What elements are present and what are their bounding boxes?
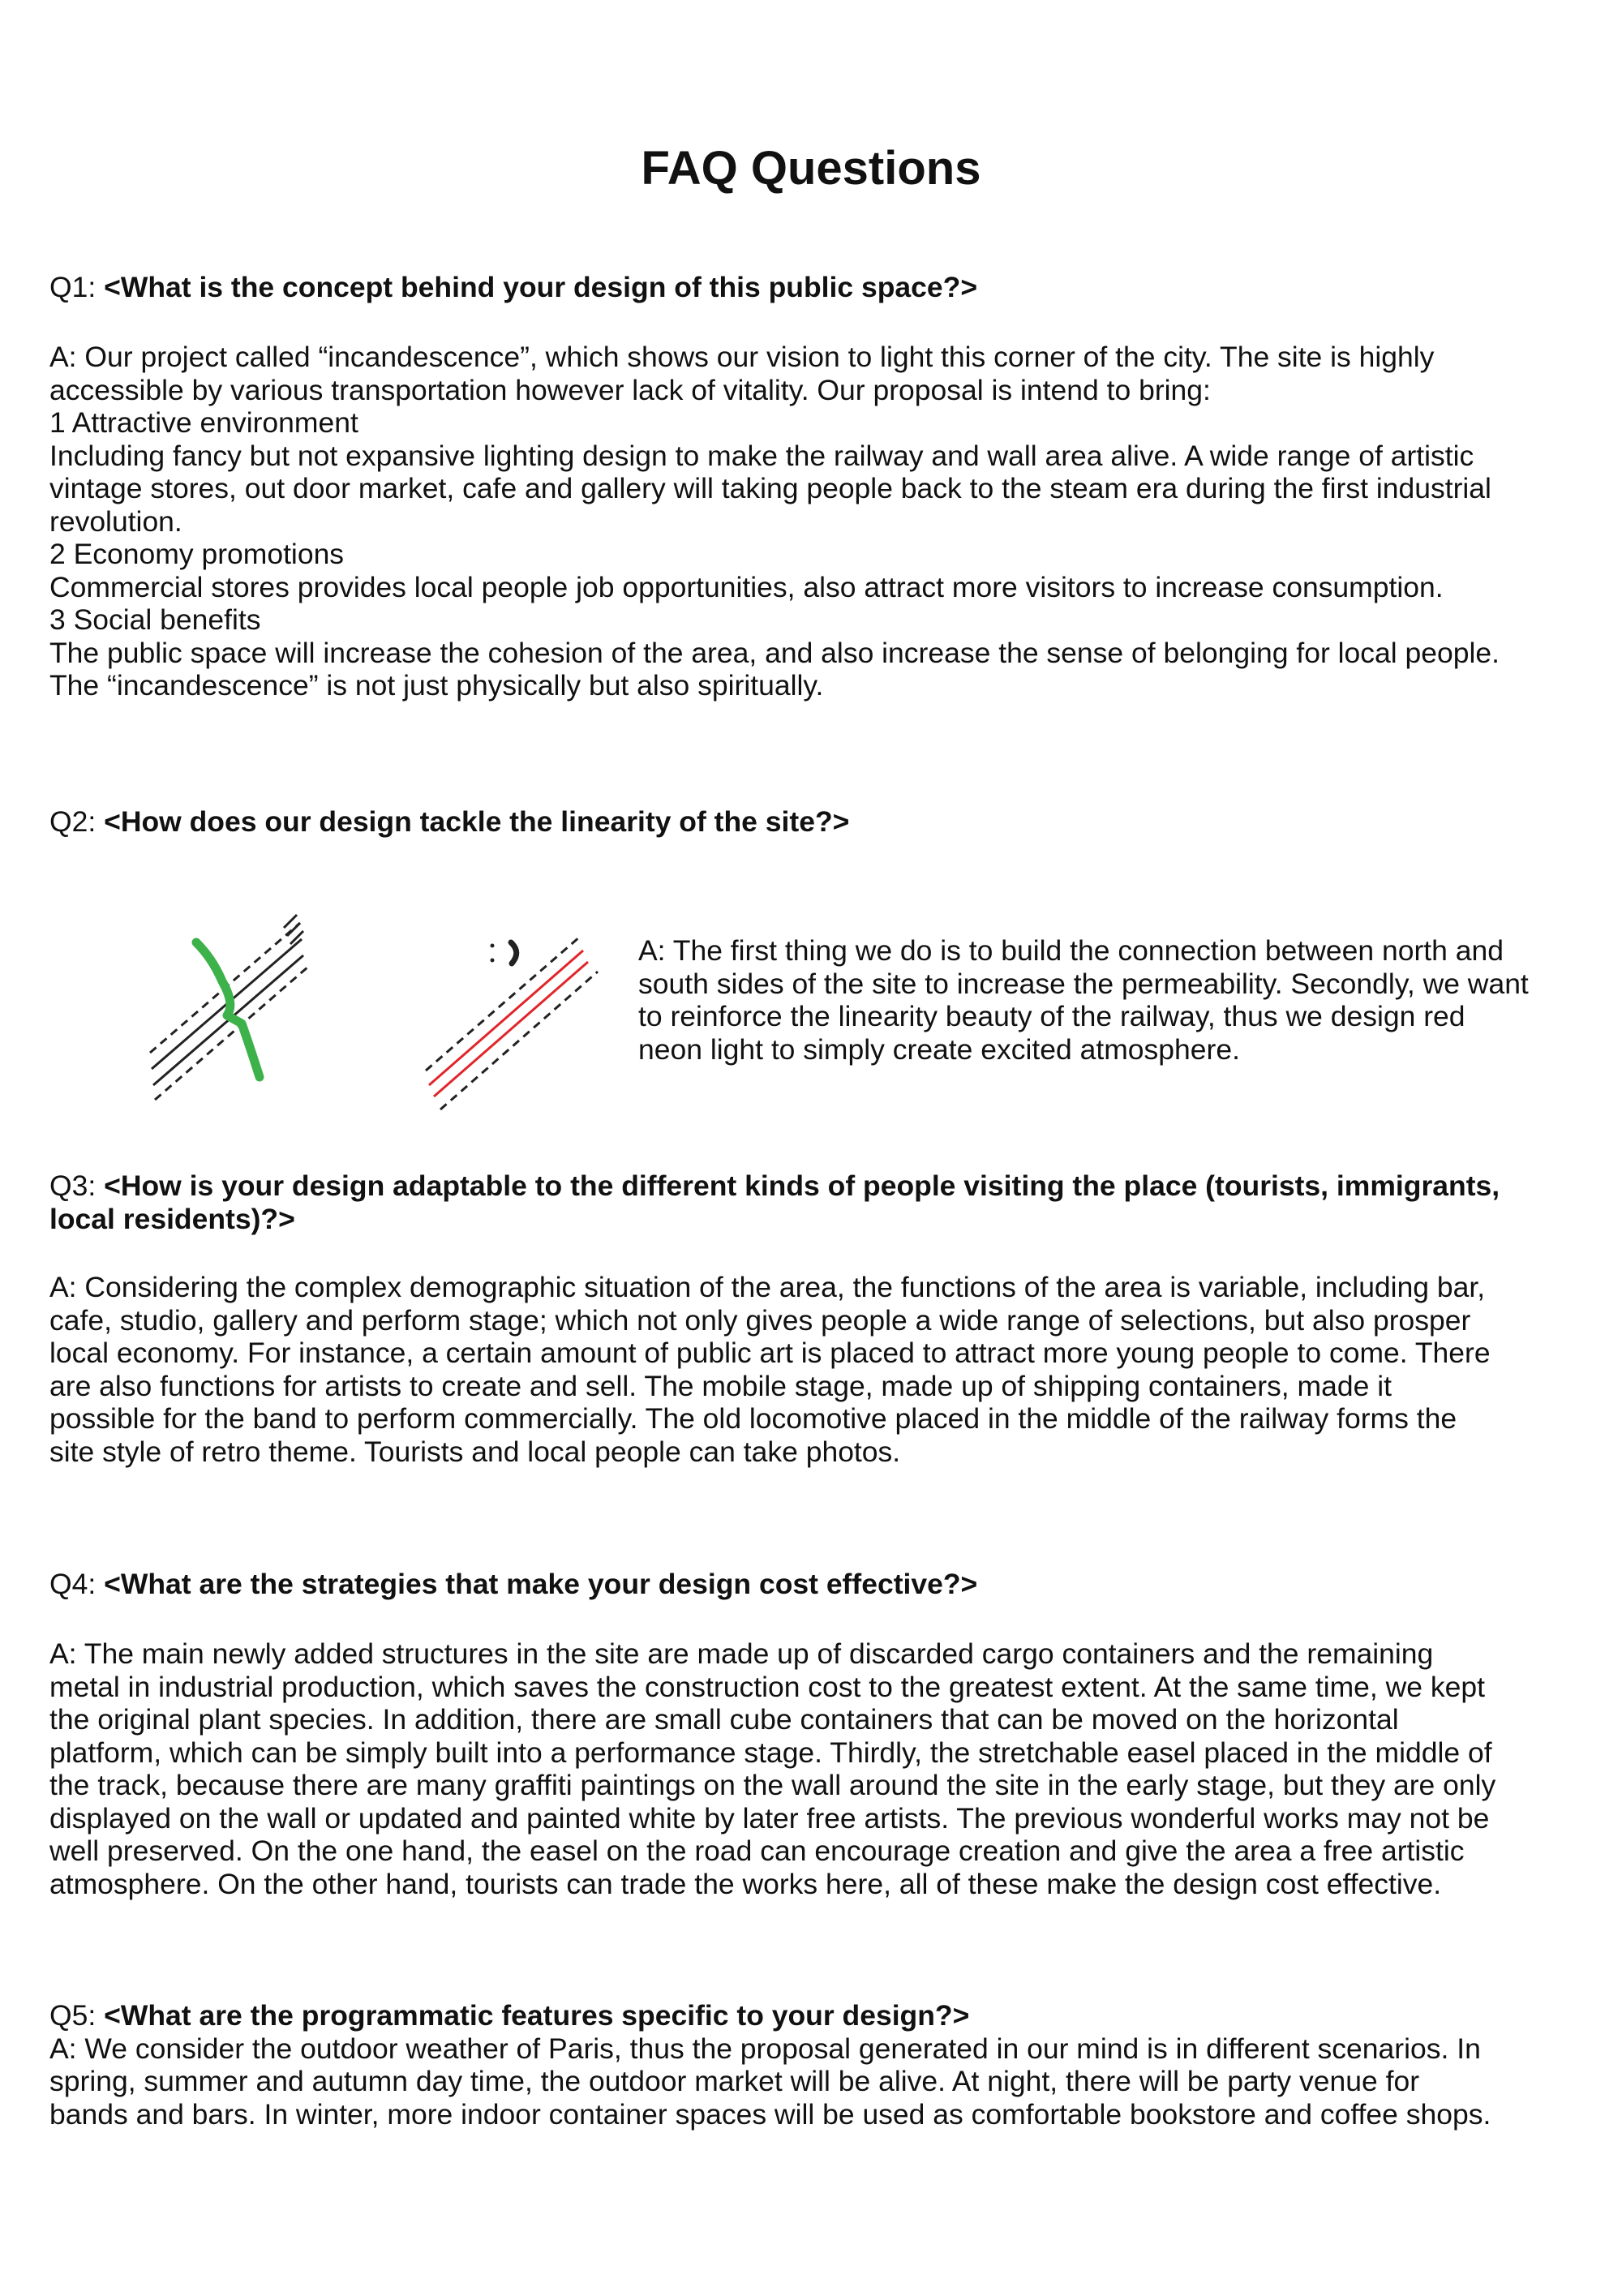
answer-line: site style of retro theme. Tourists and local people can take photos. xyxy=(49,1435,901,1468)
q5-section xyxy=(49,1999,1590,2131)
answer-line: are also functions for artists to create and sell. The mobile stage, made up of shipping containers, made it xyxy=(49,1369,1392,1402)
q4-question-text: <What are the strategies that make your design cost effective?> xyxy=(104,1568,978,1600)
q5-question-text: <What are the programmatic features specific to your design?> xyxy=(104,1999,970,2032)
answer-line: The public space will increase the cohesion of the area, and also increase the sense of belonging for local people. xyxy=(49,636,1500,669)
q4-question xyxy=(49,1568,1590,1601)
answer-line: accessible by various transportation however lack of vitality. Our proposal is intend to bring: xyxy=(49,373,1211,406)
answer-line: well preserved. On the one hand, the easel on the road can encourage creation and give the area a free artistic xyxy=(49,1835,1465,1867)
answer-line: the original plant species. In addition, there are small cube containers that can be moved on the horizontal xyxy=(49,1703,1399,1736)
q4-answer xyxy=(49,1637,1590,1900)
answer-line: south sides of the site to increase the permeability. Secondly, we want xyxy=(638,967,1529,1000)
answer-line: displayed on the wall or updated and painted white by later free artists. The previous wonderful works may not be xyxy=(49,1801,1490,1835)
answer-line: revolution. xyxy=(49,504,182,538)
red-neon-sketch xyxy=(418,925,612,1119)
q3-question xyxy=(49,1169,1590,1235)
q2-question-text: <How does our design tackle the linearity of the site?> xyxy=(104,805,850,838)
answer-line: atmosphere. On the other hand, tourists can trade the works here, all of these make the design cost effective. xyxy=(49,1867,1442,1900)
answer-line: metal in industrial production, which saves the construction cost to the greatest extent. At the same time, we kept xyxy=(49,1670,1485,1703)
answer-line: A: The first thing we do is to build the connection between north and xyxy=(638,934,1504,967)
q5-question xyxy=(49,1999,1590,2032)
page-title: FAQ Questions xyxy=(641,142,981,195)
q3-prefix: Q3: xyxy=(49,1169,105,1202)
q3-question-text-continued: local residents)?> xyxy=(49,1202,295,1235)
q3-question-text: <How is your design adaptable to the different kinds of people visiting the place (tourists, immigrants, xyxy=(104,1169,1500,1202)
q2-question xyxy=(49,805,1590,839)
answer-line: cafe, studio, gallery and perform stage; which not only gives people a wide range of selections, but also prosper xyxy=(49,1303,1471,1337)
answer-line: 3 Social benefits xyxy=(49,603,261,636)
green-connection-sketch xyxy=(138,908,324,1103)
answer-line: Including fancy but not expansive lighting design to make the railway and wall area alive. A wide range of artistic xyxy=(49,439,1474,472)
q1-question xyxy=(49,271,1590,304)
answer-line: A: Considering the complex demographic situation of the area, the functions of the area is variable, including bar, xyxy=(49,1271,1486,1303)
answer-line: vintage stores, out door market, cafe and gallery will taking people back to the steam era during the first industrial xyxy=(49,472,1491,504)
answer-line: local economy. For instance, a certain amount of public art is placed to attract more young people to come. There xyxy=(49,1337,1491,1369)
q4-prefix: Q4: xyxy=(49,1568,105,1600)
answer-line: the track, because there are many graffiti paintings on the wall around the site in the early stage, but they are only xyxy=(49,1769,1496,1801)
answer-line: to reinforce the linearity beauty of the railway, thus we design red xyxy=(638,1000,1465,1032)
q3-answer xyxy=(49,1271,1590,1468)
q2-prefix: Q2: xyxy=(49,805,105,838)
answer-line: possible for the band to perform commercially. The old locomotive placed in the middle of the railway forms the xyxy=(49,1402,1457,1435)
q1-prefix: Q1: xyxy=(49,271,105,303)
answer-line: bands and bars. In winter, more indoor container spaces will be used as comfortable bookstore and coffee shops. xyxy=(49,2097,1491,2131)
answer-line: 2 Economy promotions xyxy=(49,538,345,570)
answer-line: neon light to simply create excited atmosphere. xyxy=(638,1032,1240,1066)
answer-line: A: We consider the outdoor weather of Paris, thus the proposal generated in our mind is in different scenarios. In xyxy=(49,2032,1481,2065)
answer-line: spring, summer and autumn day time, the outdoor market will be alive. At night, there will be party venue for xyxy=(49,2065,1420,2097)
answer-line: platform, which can be simply built into a performance stage. Thirdly, the stretchable easel placed in the middle of xyxy=(49,1736,1492,1769)
answer-line: Commercial stores provides local people job opportunities, also attract more visitors to increase consumption. xyxy=(49,570,1444,603)
q5-prefix: Q5: xyxy=(49,1999,105,2032)
q1-question-text: <What is the concept behind your design of this public space?> xyxy=(104,271,978,303)
answer-line: A: The main newly added structures in the site are made up of discarded cargo containers and the remaining xyxy=(49,1637,1434,1670)
q1-answer xyxy=(49,341,1590,702)
answer-line: A: Our project called “incandescence”, which shows our vision to light this corner of the city. The site is highly xyxy=(49,341,1435,373)
answer-line: 1 Attractive environment xyxy=(49,406,358,439)
answer-line: The “incandescence” is not just physically but also spiritually. xyxy=(49,669,824,702)
q2-answer xyxy=(638,934,1595,1066)
